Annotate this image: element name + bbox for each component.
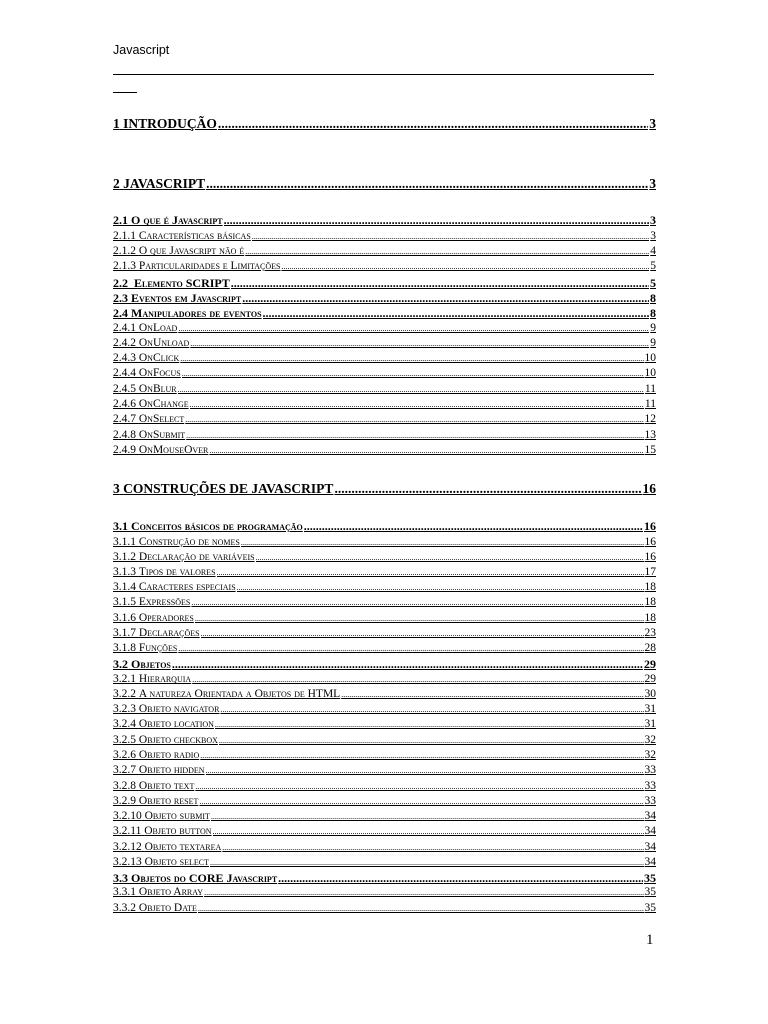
- toc-entry-page: 15: [644, 444, 656, 456]
- toc-entry-page: 35: [644, 902, 656, 914]
- toc-entry-title: CONSTRUÇÕES DE JAVASCRIPT: [123, 481, 334, 496]
- toc-entry-number: 3.2.13: [113, 856, 142, 868]
- toc-entry[interactable]: [113, 703, 656, 715]
- toc-entry-number: 3.2.5: [113, 734, 136, 746]
- toc-entry-title: OnSelect: [138, 413, 185, 425]
- toc-entry-number: 3.2.3: [113, 703, 136, 715]
- toc-entry-title: Operadores: [138, 612, 194, 624]
- toc-entry-title: Objeto button: [144, 825, 212, 837]
- toc-entry-page: 16: [644, 519, 656, 533]
- toc-entry-title: Objeto navigator: [138, 703, 220, 715]
- toc-entry-label: [113, 260, 280, 272]
- toc-entry-label: [113, 627, 200, 639]
- toc-entry-number: 3.1.8: [113, 642, 136, 654]
- toc-entry-title: O que é Javascript: [131, 213, 223, 227]
- toc-entry-title: O que Javascript não é: [138, 245, 245, 257]
- toc-entry-page: 17: [644, 566, 656, 578]
- toc-entry-number: 3.2: [113, 657, 128, 671]
- toc-entry-number: 2.1.1: [113, 230, 136, 242]
- toc-dot-leader: [334, 481, 641, 497]
- toc-entry-page: 34: [644, 841, 656, 853]
- toc-entry-label: [113, 886, 203, 898]
- toc-entry[interactable]: [113, 519, 656, 534]
- toc-entry-title: OnLoad: [138, 322, 178, 334]
- toc-entry[interactable]: [113, 413, 656, 425]
- toc-entry-number: 3.2.10: [113, 810, 142, 822]
- toc-entry-number: 3.2.6: [113, 749, 136, 761]
- toc-entry-number: 2.2: [113, 276, 128, 290]
- toc-entry-number: 2.4.1: [113, 322, 136, 334]
- toc-entry[interactable]: [113, 176, 656, 192]
- toc-entry[interactable]: [113, 780, 656, 792]
- toc-entry-page: 8: [650, 306, 656, 320]
- toc-dot-leader: [192, 673, 643, 685]
- toc-entry[interactable]: [113, 245, 656, 257]
- toc-entry-label: [113, 596, 190, 608]
- toc-entry-page: 5: [650, 260, 656, 272]
- toc-entry-title: OnFocus: [138, 367, 181, 379]
- toc-entry[interactable]: [113, 322, 656, 334]
- toc-entry-label: [113, 703, 219, 715]
- toc-entry-number: 3.2.11: [113, 825, 142, 837]
- toc-entry-page: 35: [644, 886, 656, 898]
- toc-entry[interactable]: [113, 657, 656, 672]
- toc-entry-number: 2.4.5: [113, 383, 136, 395]
- toc-entry-number: 3.2.9: [113, 795, 136, 807]
- toc-entry-title: OnMouseOver: [138, 444, 209, 456]
- toc-entry[interactable]: [113, 673, 656, 685]
- toc-entry-number: 3.1.7: [113, 627, 136, 639]
- toc-entry-label: [113, 429, 185, 441]
- toc-entry[interactable]: [113, 429, 656, 441]
- toc-entry[interactable]: [113, 444, 656, 456]
- toc-entry-title: Construção de nomes: [138, 536, 240, 548]
- toc-entry-number: 3.2.1: [113, 673, 136, 685]
- toc-entry-page: 5: [650, 276, 656, 290]
- toc-dot-leader: [256, 551, 644, 563]
- toc-entry-page: 3: [650, 230, 656, 242]
- toc-entry-label: [113, 734, 218, 746]
- toc-entry-number: 3.1.3: [113, 566, 136, 578]
- toc-dot-leader: [218, 116, 648, 132]
- toc-entry-number: 2.4: [113, 306, 128, 320]
- toc-entry-page: 12: [644, 413, 656, 425]
- toc-dot-leader: [220, 703, 643, 715]
- toc-entry[interactable]: [113, 260, 656, 272]
- toc-entry[interactable]: [113, 612, 656, 624]
- toc-entry-label: [113, 519, 303, 534]
- toc-entry[interactable]: [113, 718, 656, 730]
- toc-entry-page: 13: [644, 429, 656, 441]
- toc-dot-leader: [190, 337, 649, 349]
- toc-dot-leader: [186, 429, 643, 441]
- toc-entry-page: 33: [644, 795, 656, 807]
- toc-entry-number: 3.1.6: [113, 612, 136, 624]
- toc-entry[interactable]: [113, 810, 656, 822]
- toc-entry-title: Objeto hidden: [138, 764, 205, 776]
- toc-dot-leader: [242, 291, 649, 306]
- toc-entry-label: [113, 245, 244, 257]
- toc-entry[interactable]: [113, 398, 656, 410]
- toc-entry-number: 3.2.8: [113, 780, 136, 792]
- toc-dot-leader: [180, 352, 643, 364]
- toc-dot-leader: [206, 176, 648, 192]
- running-header-title: Javascript: [113, 43, 170, 57]
- toc-entry-label: [113, 825, 212, 837]
- toc-entry[interactable]: [113, 871, 656, 886]
- toc-entry-title: Objetos do CORE Javascript: [131, 871, 278, 885]
- toc-entry-number: 3.2.7: [113, 764, 136, 776]
- header-rule: [113, 74, 654, 75]
- toc-entry[interactable]: [113, 116, 656, 132]
- toc-entry-title: OnClick: [138, 352, 180, 364]
- toc-entry-label: [113, 352, 179, 364]
- toc-dot-leader: [201, 627, 644, 639]
- toc-entry-label: [113, 566, 216, 578]
- toc-dot-leader: [217, 566, 644, 578]
- toc-entry-title: Eventos em Javascript: [131, 291, 242, 305]
- toc-entry-label: [113, 536, 240, 548]
- toc-entry-label: [113, 213, 223, 228]
- toc-dot-leader: [304, 519, 643, 534]
- toc-entry-page: 18: [644, 581, 656, 593]
- toc-entry-number: 2.4.7: [113, 413, 136, 425]
- toc-entry-title: Objeto Date: [138, 902, 197, 914]
- toc-dot-leader: [278, 871, 643, 886]
- toc-entry-label: [113, 276, 230, 291]
- toc-entry[interactable]: [113, 383, 656, 395]
- toc-entry-title: OnChange: [138, 398, 189, 410]
- toc-entry-label: [113, 413, 184, 425]
- toc-dot-leader: [190, 398, 644, 410]
- toc-dot-leader: [237, 581, 644, 593]
- toc-entry-label: [113, 383, 177, 395]
- toc-entry-number: 3.1.4: [113, 581, 136, 593]
- toc-entry-page: 28: [644, 642, 656, 654]
- toc-entry-number: 2.1.2: [113, 245, 136, 257]
- toc-entry[interactable]: [113, 551, 656, 563]
- toc-dot-leader: [224, 213, 649, 228]
- toc-entry[interactable]: [113, 749, 656, 761]
- toc-entry-number: 3.3.2: [113, 902, 136, 914]
- toc-entry[interactable]: [113, 627, 656, 639]
- toc-entry[interactable]: [113, 536, 656, 548]
- toc-dot-leader: [252, 230, 649, 242]
- toc-entry-title: Funções: [138, 642, 178, 654]
- toc-entry-number: 3.1: [113, 519, 128, 533]
- toc-dot-leader: [219, 734, 644, 746]
- toc-entry-label: [113, 657, 171, 672]
- toc-dot-leader: [241, 536, 644, 548]
- toc-entry-number: 3.2.12: [113, 841, 142, 853]
- toc-entry[interactable]: [113, 367, 656, 379]
- toc-dot-leader: [199, 795, 643, 807]
- toc-entry-number: 2.3: [113, 291, 128, 305]
- toc-entry-label: [113, 749, 199, 761]
- toc-entry-page: 33: [644, 780, 656, 792]
- toc-entry[interactable]: [113, 306, 656, 321]
- toc-entry-page: 34: [644, 825, 656, 837]
- toc-entry[interactable]: [113, 596, 656, 608]
- toc-dot-leader: [209, 444, 643, 456]
- toc-entry-number: 3.3.1: [113, 886, 136, 898]
- toc-entry[interactable]: [113, 688, 656, 700]
- toc-dot-leader: [263, 306, 649, 321]
- toc-entry-number: 2.4.3: [113, 352, 136, 364]
- toc-entry-label: [113, 306, 262, 321]
- toc-entry-label: [113, 764, 205, 776]
- toc-entry-label: [113, 230, 251, 242]
- toc-dot-leader: [185, 413, 643, 425]
- toc-entry[interactable]: [113, 566, 656, 578]
- toc-dot-leader: [178, 383, 644, 395]
- toc-entry-title: OnSubmit: [138, 429, 186, 441]
- toc-entry-page: 16: [642, 481, 656, 496]
- toc-entry-label: [113, 642, 177, 654]
- toc-entry-title: Objetos: [131, 657, 171, 671]
- toc-entry-title: Objeto Array: [138, 886, 204, 898]
- toc-entry-page: 31: [644, 718, 656, 730]
- toc-entry[interactable]: [113, 352, 656, 364]
- toc-entry-label: [113, 581, 236, 593]
- toc-dot-leader: [341, 688, 643, 700]
- toc-dot-leader: [195, 780, 643, 792]
- toc-entry-page: 16: [644, 536, 656, 548]
- toc-entry-label: [113, 612, 194, 624]
- toc-entry[interactable]: [113, 764, 656, 776]
- toc-entry-label: [113, 337, 189, 349]
- toc-entry[interactable]: [113, 841, 656, 853]
- toc-entry-label: [113, 673, 191, 685]
- toc-entry-page: 30: [644, 688, 656, 700]
- toc-entry-label: [113, 291, 241, 306]
- toc-dot-leader: [210, 856, 644, 868]
- toc-entry-label: [113, 902, 197, 914]
- toc-entry-title: Expressões: [138, 596, 191, 608]
- toc-entry-label: [113, 481, 333, 497]
- toc-entry-title: Objeto checkbox: [138, 734, 218, 746]
- toc-entry-number: 3.2.2: [113, 688, 136, 700]
- toc-entry-page: 9: [650, 337, 656, 349]
- toc-entry-title: Características básicas: [138, 230, 251, 242]
- toc-entry-page: 4: [650, 245, 656, 257]
- toc-entry-number: 3.2.4: [113, 718, 136, 730]
- toc-entry-title: Particularidades e Limitações: [138, 260, 281, 272]
- toc-entry-page: 9: [650, 322, 656, 334]
- toc-entry[interactable]: [113, 886, 656, 898]
- toc-entry-page: 35: [644, 871, 656, 885]
- toc-entry-number: 1: [113, 116, 120, 131]
- toc-entry-title: Objeto location: [138, 718, 214, 730]
- toc-entry-page: 34: [644, 856, 656, 868]
- toc-entry-page: 8: [650, 291, 656, 305]
- toc-entry-label: [113, 444, 208, 456]
- toc-entry-page: 29: [644, 673, 656, 685]
- toc-entry[interactable]: [113, 856, 656, 868]
- toc-entry[interactable]: [113, 276, 656, 291]
- toc-entry-title: Objeto reset: [138, 795, 199, 807]
- toc-entry-title: Objeto text: [138, 780, 195, 792]
- toc-entry-page: 34: [644, 810, 656, 822]
- toc-entry[interactable]: [113, 734, 656, 746]
- toc-entry-number: 2: [113, 176, 120, 191]
- toc-entry-title: OnUnload: [138, 337, 190, 349]
- toc-entry-title: Manipuladores de eventos: [131, 306, 262, 320]
- toc-entry-page: 23: [644, 627, 656, 639]
- toc-entry-title: Objeto textarea: [144, 841, 222, 853]
- header-rule-continuation: [113, 92, 137, 93]
- toc-entry[interactable]: [113, 213, 656, 228]
- toc-entry-number: 2.1.3: [113, 260, 136, 272]
- toc-entry-label: [113, 398, 189, 410]
- toc-dot-leader: [200, 749, 643, 761]
- toc-entry-title: Declarações: [138, 627, 200, 639]
- toc-dot-leader: [211, 810, 644, 822]
- toc-entry-label: [113, 322, 177, 334]
- toc-entry-number: 3.1.1: [113, 536, 136, 548]
- toc-entry-number: 2.4.9: [113, 444, 136, 456]
- toc-entry-label: [113, 176, 205, 192]
- toc-entry[interactable]: [113, 795, 656, 807]
- toc-entry-title: OnBlur: [138, 383, 177, 395]
- toc-entry-number: 2.4.2: [113, 337, 136, 349]
- toc-entry[interactable]: [113, 230, 656, 242]
- toc-entry-number: 2.4.8: [113, 429, 136, 441]
- toc-entry-label: [113, 871, 277, 886]
- toc-entry-label: [113, 551, 255, 563]
- toc-entry-page: 3: [649, 116, 656, 131]
- toc-entry-title: Objeto select: [144, 856, 209, 868]
- toc-dot-leader: [204, 886, 643, 898]
- toc-entry-title: Declaração de variáveis: [138, 551, 255, 563]
- toc-entry-number: 3.1.2: [113, 551, 136, 563]
- toc-entry-number: 3.3: [113, 871, 128, 885]
- toc-entry-label: [113, 367, 181, 379]
- toc-entry-page: 18: [644, 596, 656, 608]
- toc-entry-page: 16: [644, 551, 656, 563]
- toc-entry-page: 31: [644, 703, 656, 715]
- toc-entry-title: Tipos de valores: [138, 566, 216, 578]
- toc-entry[interactable]: [113, 825, 656, 837]
- toc-entry-label: [113, 780, 194, 792]
- toc-dot-leader: [245, 245, 649, 257]
- toc-entry-label: [113, 718, 214, 730]
- toc-entry-label: [113, 688, 340, 700]
- toc-entry-title: A natureza Orientada a Objetos de HTML: [138, 688, 341, 700]
- toc-entry-label: [113, 116, 217, 132]
- toc-entry-label: [113, 795, 198, 807]
- toc-dot-leader: [191, 596, 643, 608]
- toc-entry-page: 29: [644, 657, 656, 671]
- toc-entry-page: 11: [644, 383, 656, 395]
- toc-entry-title: Caracteres especiais: [138, 581, 236, 593]
- toc-entry-label: [113, 841, 221, 853]
- toc-entry-number: 3: [113, 481, 120, 496]
- toc-entry-page: 33: [644, 764, 656, 776]
- toc-entry-title: Objeto submit: [144, 810, 210, 822]
- toc-entry-label: [113, 810, 210, 822]
- toc-dot-leader: [195, 612, 644, 624]
- toc-entry-title: Hierarquia: [138, 673, 192, 685]
- toc-entry-page: 32: [644, 734, 656, 746]
- toc-entry[interactable]: [113, 481, 656, 497]
- toc-dot-leader: [213, 825, 644, 837]
- toc-dot-leader: [222, 841, 643, 853]
- toc-entry-page: 3: [650, 213, 656, 227]
- toc-entry-number: 2.1: [113, 213, 128, 227]
- toc-entry-page: 32: [644, 749, 656, 761]
- toc-entry-title: INTRODUÇÃO: [123, 116, 217, 131]
- toc-entry-number: 2.4.4: [113, 367, 136, 379]
- toc-dot-leader: [215, 718, 644, 730]
- toc-entry[interactable]: [113, 337, 656, 349]
- toc-entry[interactable]: [113, 642, 656, 654]
- toc-dot-leader: [281, 260, 649, 272]
- toc-entry-page: 11: [644, 398, 656, 410]
- toc-entry-title: Objeto radio: [138, 749, 200, 761]
- toc-dot-leader: [178, 642, 643, 654]
- toc-entry-label: [113, 856, 209, 868]
- toc-entry[interactable]: [113, 902, 656, 914]
- toc-entry-page: 10: [644, 367, 656, 379]
- toc-entry-page: 3: [649, 176, 656, 191]
- toc-entry-number: 2.4.6: [113, 398, 136, 410]
- toc-dot-leader: [206, 764, 644, 776]
- toc-dot-leader: [172, 657, 643, 672]
- toc-entry-title: Elemento SCRIPT: [134, 276, 230, 290]
- toc-entry[interactable]: [113, 581, 656, 593]
- toc-entry[interactable]: [113, 291, 656, 306]
- toc-entry-number: 3.1.5: [113, 596, 136, 608]
- toc-entry-page: 18: [644, 612, 656, 624]
- toc-entry-title: JAVASCRIPT: [123, 176, 206, 191]
- page-number: 1: [646, 932, 654, 948]
- toc-entry-page: 10: [644, 352, 656, 364]
- toc-entry-title: Conceitos básicos de programação: [131, 519, 303, 533]
- toc-dot-leader: [178, 322, 649, 334]
- toc-dot-leader: [231, 276, 649, 291]
- toc-dot-leader: [198, 902, 644, 914]
- toc-dot-leader: [182, 367, 644, 379]
